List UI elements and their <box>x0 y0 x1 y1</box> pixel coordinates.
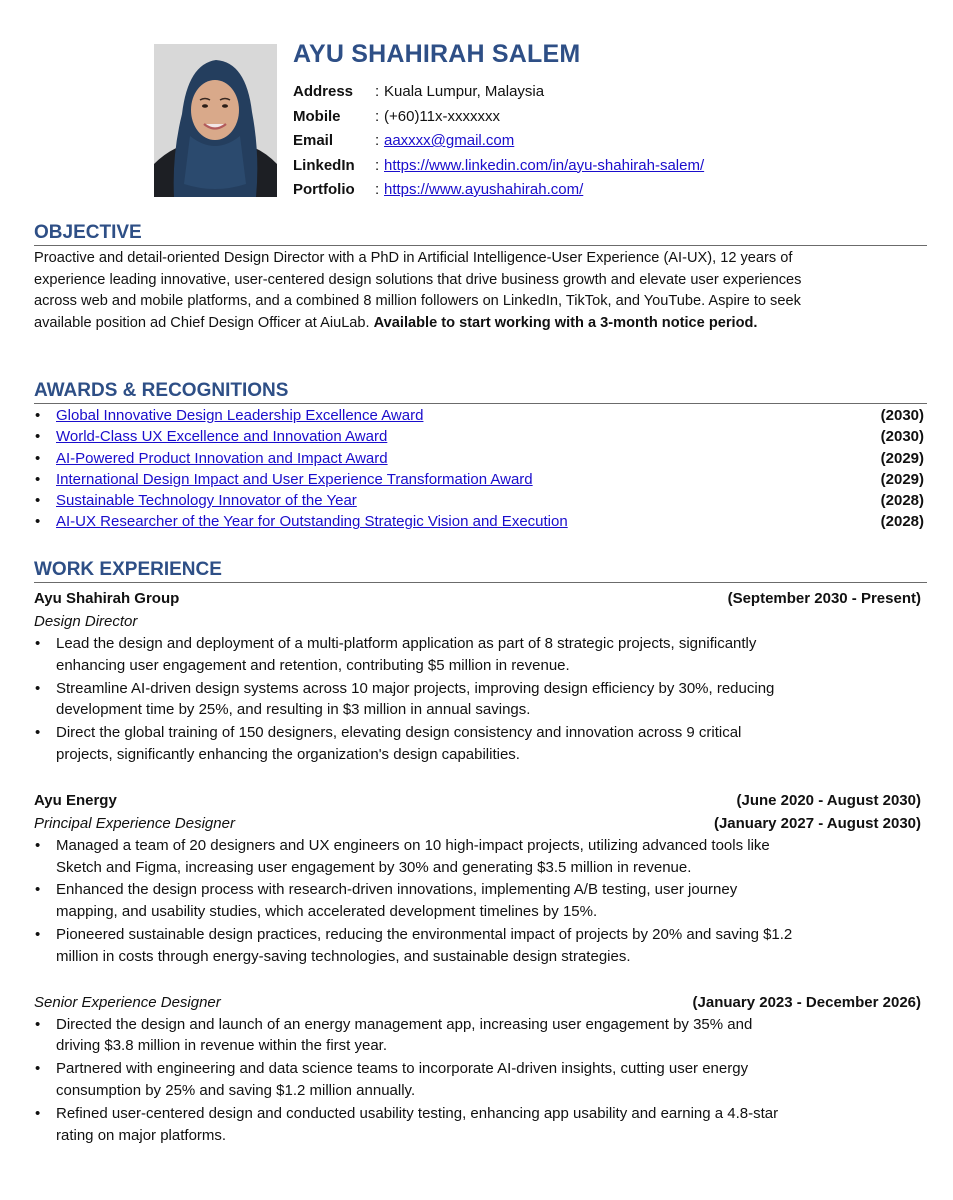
job-entry <box>34 991 927 1147</box>
list-item <box>34 633 927 677</box>
objective-text <box>34 248 834 334</box>
list-item <box>34 490 927 511</box>
list-item <box>34 924 927 968</box>
resume-header <box>0 0 953 200</box>
role-dates: (January 2027 - August 2030) <box>713 814 921 832</box>
award-year: (2029) <box>880 449 924 467</box>
award-year: (2029) <box>880 470 924 488</box>
portfolio-link[interactable]: https://www.ayushahirah.com/ <box>384 181 584 198</box>
contact-email <box>293 129 704 154</box>
role-dates <box>921 610 927 633</box>
awards-list <box>34 405 927 533</box>
list-item <box>34 1058 927 1102</box>
list-item <box>34 426 927 447</box>
contact-separator: : <box>375 107 380 125</box>
bullet-icon: • <box>35 470 41 488</box>
job-entry <box>34 789 927 968</box>
bullet-icon: • <box>35 836 41 854</box>
work-experience-section <box>34 559 927 1147</box>
objective-body: Proactive and detail-oriented Design Director with a PhD in Artificial Intelligence-User Experience (AI-UX), 12 years of experience leading innovative, user-centered design solutions that drive business growth and elevate user experiences across web and mobile platforms, and a combined 8 million followers on LinkedIn, TikTok, and YouTube. Aspire to seek available position ad Chief Design Officer at AiuLab. <box>34 250 802 331</box>
section-title: AWARDS & RECOGNITIONS <box>34 380 927 404</box>
job-role-row <box>34 991 927 1014</box>
company-name: Ayu Energy <box>34 791 117 809</box>
role-dates: (January 2023 - December 2026) <box>692 993 921 1011</box>
contact-info <box>293 80 704 203</box>
contact-value: Kuala Lumpur, Malaysia <box>384 83 545 100</box>
job-company-row <box>34 789 927 812</box>
job-bullets <box>34 633 927 766</box>
contact-separator: : <box>375 83 380 100</box>
bullet-icon: • <box>35 1060 41 1078</box>
award-link[interactable]: International Design Impact and User Experience Transformation Award <box>56 470 533 488</box>
contact-portfolio <box>293 178 704 203</box>
bullet-icon: • <box>35 428 41 446</box>
bullet-icon: • <box>35 635 41 652</box>
contact-label: Email <box>293 132 334 149</box>
bullet-icon: • <box>35 513 41 531</box>
award-link[interactable]: Global Innovative Design Leadership Excellence Award <box>56 407 424 424</box>
objective-section <box>34 222 927 334</box>
list-item <box>34 1103 927 1147</box>
bullet-text: Lead the design and deployment of a multi-platform application as part of 8 strategic projects, significantly enhancing user engagement and retention, contributing $5 million in revenue. <box>56 635 757 674</box>
contact-label: Portfolio <box>293 181 355 198</box>
list-item <box>34 678 927 722</box>
award-link[interactable]: AI-Powered Product Innovation and Impact Award <box>56 449 388 467</box>
job-bullets <box>34 1014 927 1147</box>
contact-separator: : <box>375 156 380 174</box>
award-year: (2028) <box>880 492 924 510</box>
bullet-icon: • <box>35 724 41 742</box>
bullet-text: Pioneered sustainable design practices, reducing the environmental impact of projects by 20% and saving $1.2 million in costs through energy-saving technologies, and sustainable design strategies. <box>56 925 793 965</box>
award-link[interactable]: AI-UX Researcher of the Year for Outstanding Strategic Vision and Execution <box>56 513 568 531</box>
contact-label: LinkedIn <box>293 156 355 174</box>
list-item <box>34 448 927 469</box>
profile-photo <box>154 44 277 197</box>
bullet-text: Refined user-centered design and conducted usability testing, enhancing app usability and earning a 4.8-star rating on major platforms. <box>56 1104 779 1144</box>
bullet-icon: • <box>35 679 41 697</box>
award-link[interactable]: Sustainable Technology Innovator of the Year <box>56 492 357 510</box>
job-role-row <box>34 812 927 835</box>
award-year: (2030) <box>880 407 924 424</box>
company-dates: (September 2030 - Present) <box>727 590 921 607</box>
linkedin-link[interactable]: https://www.linkedin.com/in/ayu-shahirah-salem/ <box>384 156 705 174</box>
candidate-name: AYU SHAHIRAH SALEM <box>293 40 581 68</box>
job-company-row <box>34 587 927 610</box>
list-item <box>34 722 927 766</box>
contact-label: Mobile <box>293 107 341 125</box>
contact-label: Address <box>293 83 354 100</box>
list-item <box>34 835 927 879</box>
bullet-text: Managed a team of 20 designers and UX engineers on 10 high-impact projects, utilizing advanced tools like Sketch and Figma, increasing user engagement by 30% and generating $3.5 million in revenue. <box>56 836 770 876</box>
contact-address <box>293 80 704 105</box>
contact-linkedin <box>293 154 704 179</box>
list-item <box>34 511 927 532</box>
bullet-icon: • <box>35 407 41 424</box>
company-dates: (June 2020 - August 2030) <box>736 791 921 809</box>
job-role: Senior Experience Designer <box>34 993 221 1011</box>
bullet-text: Direct the global training of 150 designers, elevating design consistency and innovation across 9 critical projects, significantly enhancing the organization's design capabilities. <box>56 724 742 763</box>
bullet-text: Streamline AI-driven design systems across 10 major projects, improving design efficiency by 30%, reducing development time by 25%, and resulting in $3 million in annual savings. <box>56 679 775 719</box>
section-title: OBJECTIVE <box>34 222 927 246</box>
bullet-icon: • <box>35 1015 41 1033</box>
list-item <box>34 469 927 490</box>
list-item <box>34 405 927 426</box>
bullet-icon: • <box>35 881 41 899</box>
job-role-row <box>34 610 927 633</box>
award-year: (2028) <box>880 513 924 531</box>
job-role: Principal Experience Designer <box>34 814 235 832</box>
job-bullets <box>34 835 927 968</box>
list-item <box>34 1014 927 1058</box>
award-link[interactable]: World-Class UX Excellence and Innovation Award <box>56 428 388 446</box>
bullet-text: Partnered with engineering and data science teams to incorporate AI-driven insights, cutting user energy consumption by 25% and saving $1.2 million annually. <box>56 1060 749 1099</box>
job-entry <box>34 587 927 766</box>
bullet-icon: • <box>35 449 41 467</box>
section-title: WORK EXPERIENCE <box>34 559 927 583</box>
job-role: Design Director <box>34 613 138 630</box>
bullet-icon: • <box>35 925 41 943</box>
company-name: Ayu Shahirah Group <box>34 590 180 607</box>
contact-separator: : <box>375 181 380 198</box>
contact-separator: : <box>375 132 380 149</box>
contact-mobile <box>293 105 704 130</box>
bullet-icon: • <box>35 492 41 510</box>
bullet-text: Enhanced the design process with research-driven innovations, implementing A/B testing, user journey mapping, and usability studies, which accelerated development timelines by 15%. <box>56 881 738 921</box>
list-item <box>34 879 927 923</box>
award-year: (2030) <box>880 428 924 446</box>
awards-section <box>34 380 927 533</box>
email-link[interactable]: aaxxxx@gmail.com <box>384 132 515 149</box>
objective-availability: Available to start working with a 3-month notice period. <box>373 314 758 331</box>
contact-value: (+60)11x-xxxxxxx <box>384 107 501 125</box>
bullet-icon: • <box>35 1104 41 1122</box>
bullet-text: Directed the design and launch of an energy management app, increasing user engagement by 35% and driving $3.8 million in revenue within the first year. <box>56 1015 753 1055</box>
